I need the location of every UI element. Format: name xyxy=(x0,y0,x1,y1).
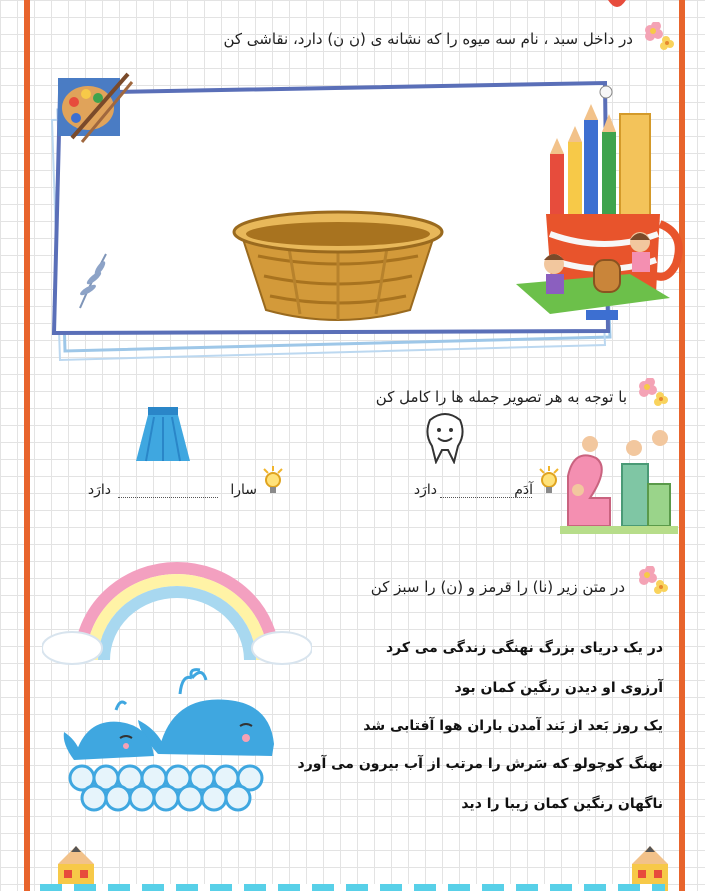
story-line: آرزوی او دیدن رنگین کمان بود xyxy=(454,680,663,696)
rainbow-image xyxy=(42,560,312,670)
heart-icon xyxy=(606,0,628,12)
lightbulb-icon xyxy=(262,466,284,496)
sentence-right-verb: دارَد xyxy=(413,482,437,498)
story-line: نهنگ کوچولو که سَرش را مرتب از آب بیرون می آورد xyxy=(297,756,663,772)
leaf-icon xyxy=(72,250,112,310)
flower-icon xyxy=(640,22,674,50)
paint-palette-icon xyxy=(52,68,136,146)
left-page-border xyxy=(24,0,30,891)
skirt-image xyxy=(134,405,192,465)
basket-image xyxy=(228,206,448,324)
sentence-right-blank[interactable] xyxy=(440,496,532,498)
bottom-decorative-strip xyxy=(40,884,665,891)
sentence-left-blank[interactable] xyxy=(118,496,218,498)
alphabet-kids-image xyxy=(560,428,678,538)
lightbulb-icon xyxy=(538,466,560,496)
flower-icon xyxy=(634,566,668,594)
tooth-image xyxy=(424,412,466,464)
sentence-left-name: سارا xyxy=(230,482,257,498)
pencil-cup-kids-image xyxy=(510,84,690,334)
sentence-left-verb: دارَد xyxy=(87,482,111,498)
instruction-1: در داخل سبد ، نام سه میوه را که نشانه ی (ن ن) دارد، نقاشی کن xyxy=(223,30,633,48)
flower-icon xyxy=(634,378,668,406)
story-line: یک روز بَعد از بَند آمدن باران هوا آفتابی شد xyxy=(363,718,663,734)
instruction-3: در متن زیر (نا) را قرمز و (ن) را سبز کن xyxy=(370,578,625,596)
sentence-right-name: آدَم xyxy=(514,482,533,498)
instruction-2: با توجه به هر تصویر جمله ها را کامل کن xyxy=(375,388,627,406)
story-line: ناگهان رنگین کمان زیبا را دید xyxy=(461,796,663,812)
story-line: در یک دریای بزرگ نهنگی زندگی می کرد xyxy=(386,640,663,656)
whales-image xyxy=(60,664,290,814)
